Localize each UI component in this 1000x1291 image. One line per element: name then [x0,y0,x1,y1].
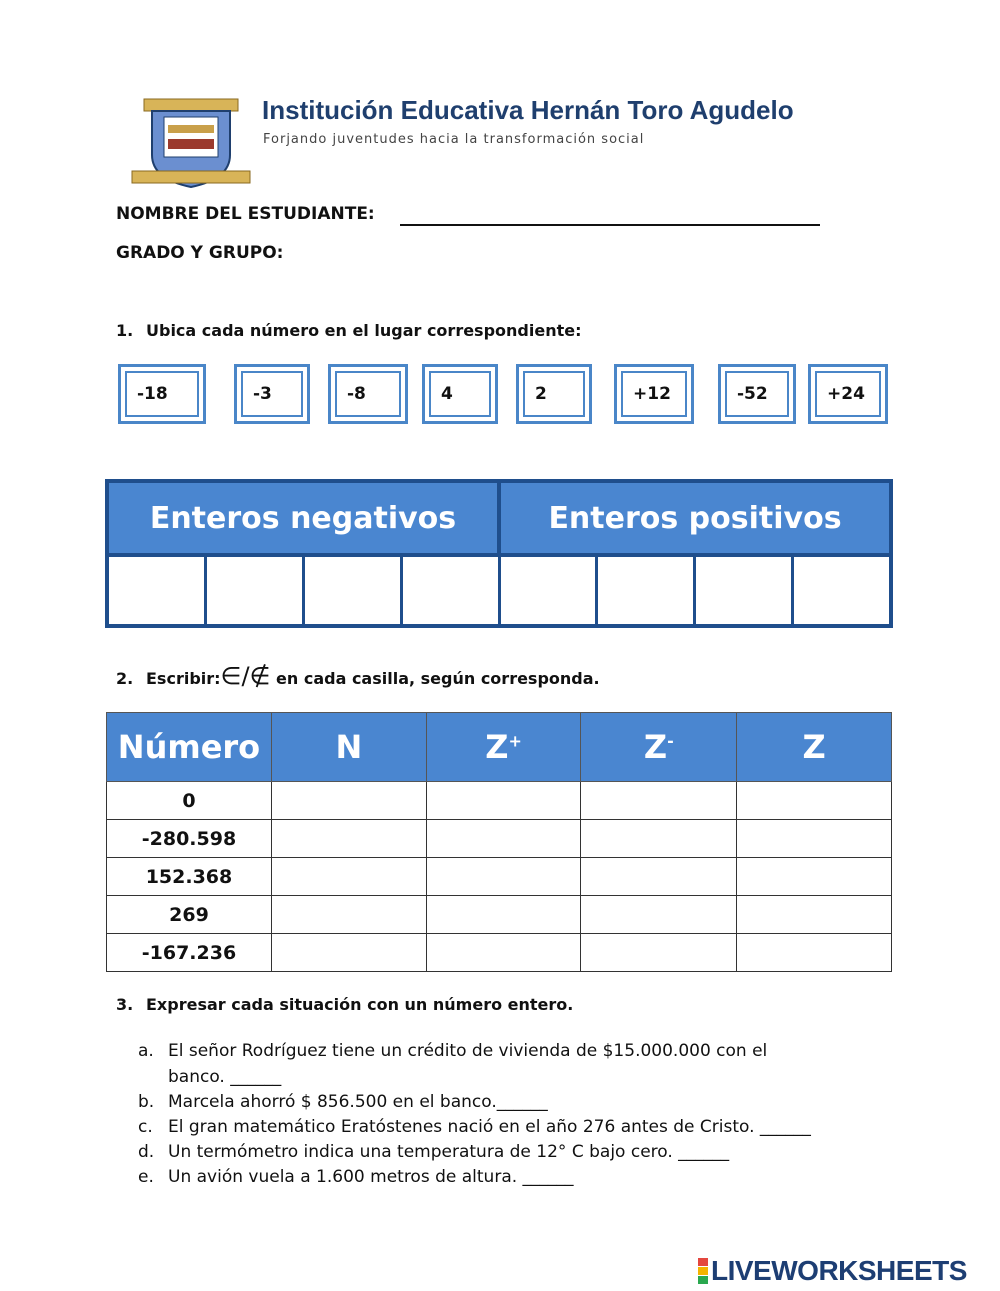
column-header-z-plus [426,713,581,782]
item-letter: b. [138,1092,155,1112]
grade-group-label: GRADO Y GRUPO: [116,243,284,263]
negative-integers-header: Enteros negativos [109,483,497,553]
column-header-superscript: - [667,731,674,751]
brand-mark-segment [698,1267,708,1275]
list-item[interactable] [138,1142,729,1162]
question-2-prefix: Escribir: [146,669,221,688]
column-header-label: N [335,728,363,766]
answer-cell[interactable] [271,782,426,820]
question-3-text: Expresar cada situación con un número entero. [146,995,574,1014]
drop-cell[interactable] [693,557,791,624]
number-card-value: -18 [125,371,199,417]
answer-cell[interactable] [426,934,581,972]
table-row [107,820,892,858]
membership-symbols: ∈/∉ [220,662,271,690]
number-card-value: 4 [429,371,491,417]
drop-cell[interactable] [498,557,596,624]
liveworksheets-logo [698,1255,967,1287]
answer-cell[interactable] [737,896,892,934]
institution-motto: Forjando juventudes hacia la transformación social [263,132,645,147]
item-text: El señor Rodríguez tiene un crédito de vivienda de $15.000.000 con el [168,1041,768,1061]
brand-mark-segment [698,1276,708,1284]
table-row [107,858,892,896]
column-header-n [271,713,426,782]
number-card-value: -3 [241,371,303,417]
table-row [107,782,892,820]
answer-cell[interactable] [737,782,892,820]
row-number: 269 [107,896,272,934]
answer-cell[interactable] [426,896,581,934]
number-card-value: +12 [621,371,687,417]
item-letter: d. [138,1142,155,1162]
item-letter: c. [138,1117,153,1137]
integers-classification-table [105,479,893,628]
drop-cell[interactable] [109,557,204,624]
column-header-label: Z [485,728,509,766]
answer-cell[interactable] [271,934,426,972]
number-card[interactable] [808,364,888,424]
question-1-number: 1. [116,321,134,340]
item-text: Marcela ahorró $ 856.500 en el banco.______ [168,1092,548,1112]
row-number: 152.368 [107,858,272,896]
positive-integers-header: Enteros positivos [497,483,889,553]
answer-cell[interactable] [737,934,892,972]
number-sets-table [106,712,892,972]
answer-cell[interactable] [581,896,737,934]
classification-drop-row [109,557,889,624]
drop-cell[interactable] [400,557,498,624]
number-card[interactable] [718,364,796,424]
answer-cell[interactable] [581,858,737,896]
list-item[interactable] [138,1092,548,1112]
school-logo [130,95,252,190]
answer-cell[interactable] [581,934,737,972]
column-header-number [107,713,272,782]
question-2-title [116,662,600,690]
column-header-label: Z [802,728,826,766]
answer-cell[interactable] [737,858,892,896]
column-header-superscript: + [508,731,522,751]
drop-cell[interactable] [595,557,693,624]
list-item [138,1041,767,1061]
student-name-line[interactable] [400,224,820,226]
answer-cell[interactable] [581,820,737,858]
number-card[interactable] [118,364,206,424]
number-card[interactable] [422,364,498,424]
drop-cell[interactable] [791,557,889,624]
table-header-row [107,713,892,782]
row-number: -167.236 [107,934,272,972]
column-header-label: Z [643,728,668,766]
column-header-z [737,713,892,782]
question-3-title [116,995,573,1014]
answer-cell[interactable] [737,820,892,858]
drop-cell[interactable] [302,557,400,624]
number-card-value: +24 [815,371,881,417]
number-card[interactable] [516,364,592,424]
question-1-text: Ubica cada número en el lugar correspondiente: [146,321,582,340]
item-letter: a. [138,1041,154,1061]
item-letter: e. [138,1167,154,1187]
institution-name: Institución Educativa Hernán Toro Agudelo [262,95,794,125]
number-card-value: 2 [523,371,585,417]
table-row [107,934,892,972]
answer-cell[interactable] [271,896,426,934]
number-card[interactable] [234,364,310,424]
item-text: Un avión vuela a 1.600 metros de altura. ______ [168,1167,574,1187]
drop-cell[interactable] [204,557,302,624]
question-3-number: 3. [116,995,134,1014]
number-card[interactable] [328,364,408,424]
number-card[interactable] [614,364,694,424]
answer-cell[interactable] [426,858,581,896]
classification-header [109,483,889,557]
column-header-label: Número [117,728,261,766]
row-number: 0 [107,782,272,820]
item-text: El gran matemático Eratóstenes nació en el año 276 antes de Cristo. ______ [168,1117,811,1137]
answer-cell[interactable] [426,820,581,858]
question-2-number: 2. [116,669,134,688]
number-card-value: -8 [335,371,401,417]
question-1-title [116,321,582,340]
table-row [107,896,892,934]
brand-mark-icon [698,1258,708,1285]
answer-cell[interactable] [271,820,426,858]
student-name-label: NOMBRE DEL ESTUDIANTE: [116,204,375,224]
answer-cell[interactable] [581,782,737,820]
answer-cell[interactable] [426,782,581,820]
item-text: Un termómetro indica una temperatura de 12° C bajo cero. ______ [168,1142,730,1162]
answer-cell[interactable] [271,858,426,896]
list-item[interactable] [138,1117,811,1137]
list-item[interactable] [138,1167,574,1187]
list-item-continuation[interactable]: banco. ______ [168,1067,282,1087]
column-header-z-minus [581,713,737,782]
brand-text: LIVEWORKSHEETS [711,1255,967,1286]
brand-mark-segment [698,1258,708,1266]
row-number: -280.598 [107,820,272,858]
question-2-suffix: en cada casilla, según corresponda. [270,669,600,688]
number-card-value: -52 [725,371,789,417]
